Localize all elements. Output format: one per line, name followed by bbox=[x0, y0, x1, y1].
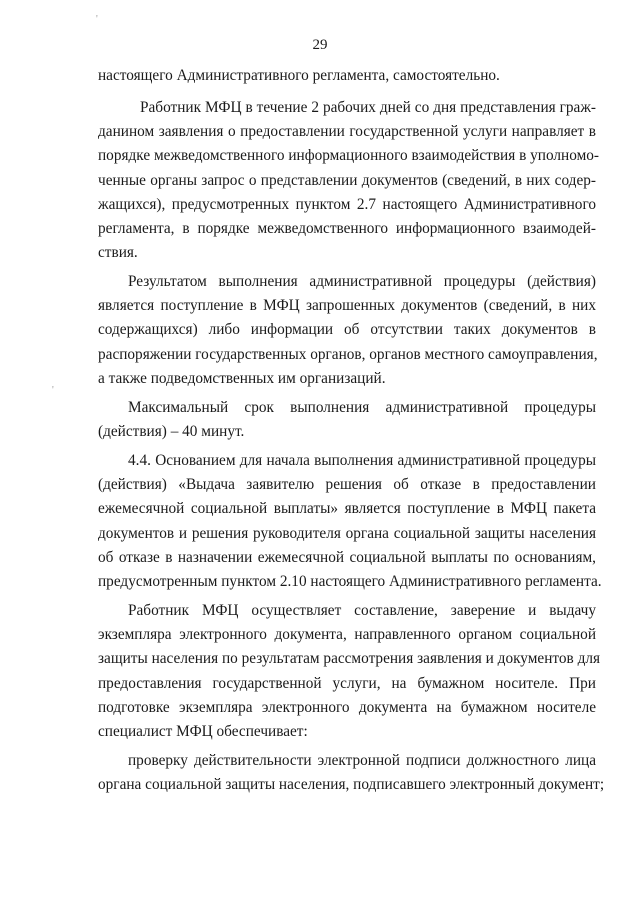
text-line: порядке межведомственного информационного взаимодействия в уполномо- bbox=[98, 147, 600, 164]
text-line: регламента, в порядке межведомственного информационного взаимодей- bbox=[98, 220, 596, 237]
text-line: распоряжении государственных органов, органов местного самоуправления, bbox=[98, 346, 598, 363]
text-line: органа социальной защиты населения, подписавшего электронный документ; bbox=[98, 776, 605, 793]
text-line: об отказе в назначении ежемесячной социальной выплаты по основаниям, bbox=[98, 549, 596, 566]
page-number: 29 bbox=[312, 37, 328, 53]
text-line: документов и решения руководителя органа социальной защиты населения bbox=[98, 525, 596, 542]
text-line: (действия) – 40 минут. bbox=[98, 423, 245, 440]
text-line: жащихся), предусмотренных пунктом 2.7 настоящего Административного bbox=[98, 196, 596, 213]
text-line: (действия) «Выдача заявителю решения об отказе в предоставлении bbox=[98, 476, 596, 493]
text-line: данином заявления о предоставлении государственной услуги направляет в bbox=[98, 123, 596, 140]
text-line: 4.4. Основанием для начала выполнения административной процедуры bbox=[128, 452, 596, 469]
scan-speck: ' bbox=[52, 385, 54, 396]
text-line: содержащихся) либо информации об отсутствии таких документов в bbox=[98, 321, 596, 338]
text-line: предоставления государственной услуги, на бумажном носителе. При bbox=[98, 675, 596, 692]
text-line: ежемесячной социальной выплаты» является поступление в МФЦ пакета bbox=[98, 500, 596, 517]
text-line: специалист МФЦ обеспечивает: bbox=[98, 723, 308, 740]
text-line: защиты населения по результатам рассмотрения заявления и документов для bbox=[98, 650, 601, 667]
text-line: является поступление в МФЦ запрошенных документов (сведений, в них bbox=[98, 297, 596, 314]
text-line: экземпляра электронного документа, направленного органом социальной bbox=[98, 626, 596, 643]
text-line: ствия. bbox=[98, 244, 138, 261]
text-line: предусмотренным пунктом 2.10 настоящего Административного регламента. bbox=[98, 573, 602, 590]
scan-speck: ' bbox=[96, 14, 98, 25]
text-line: проверку действительности электронной подписи должностного лица bbox=[128, 752, 596, 769]
text-line: подготовке экземпляра электронного документа на бумажном носителе bbox=[98, 699, 596, 716]
text-line: Максимальный срок выполнения административной процедуры bbox=[128, 399, 596, 416]
text-line: ченные органы запрос о представлении документов (сведений, в них содер- bbox=[98, 172, 596, 189]
text-line: Работник МФЦ в течение 2 рабочих дней со дня представления граж- bbox=[140, 99, 596, 116]
text-line: Работник МФЦ осуществляет составление, заверение и выдачу bbox=[128, 602, 596, 619]
text-line: Результатом выполнения административной процедуры (действия) bbox=[128, 273, 596, 290]
text-line: настоящего Административного регламента, самостоятельно. bbox=[98, 67, 500, 84]
text-line: а также подведомственных им организаций. bbox=[98, 370, 386, 387]
